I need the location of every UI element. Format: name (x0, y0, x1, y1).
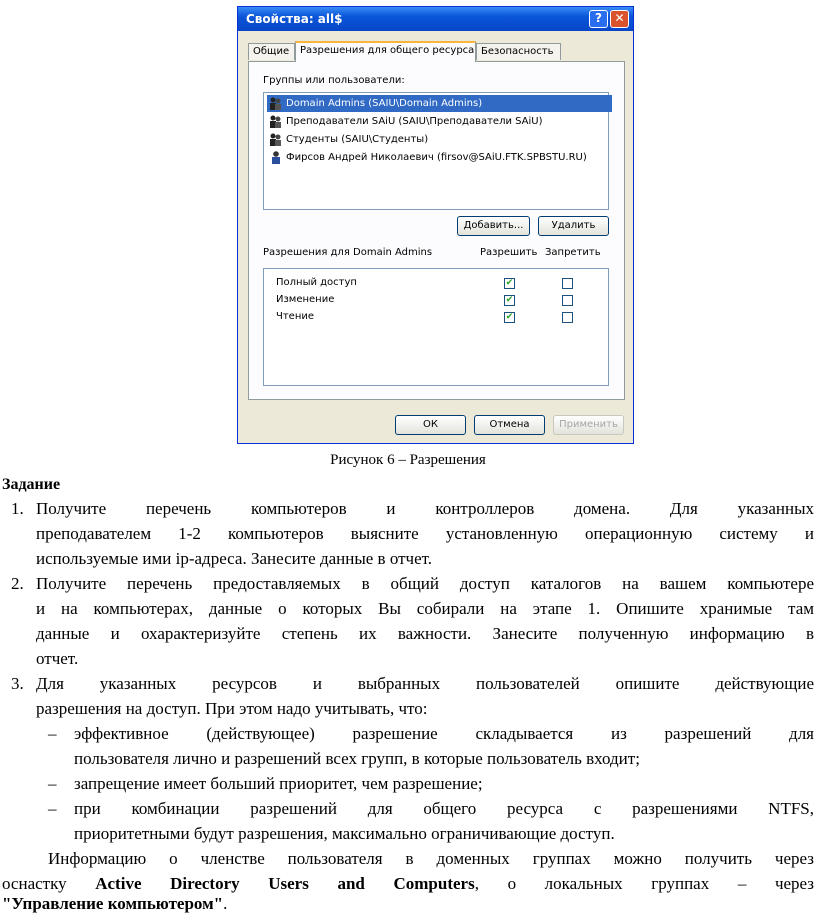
deny-header: Запретить (545, 247, 601, 258)
title-bar (238, 7, 633, 31)
computer-management-name: "Управление компьютером" (2, 894, 224, 913)
user-name: Преподаватели SAiU (SAIU\Преподаватели SAiU) (286, 116, 543, 127)
users-listbox[interactable] (263, 92, 609, 210)
permissions-list (263, 268, 609, 386)
item-text-line: отчет. (36, 649, 79, 668)
group-icon (269, 133, 283, 146)
tab-security[interactable]: Безопасность (476, 43, 561, 60)
tab-share-permissions[interactable]: Разрешения для общего ресурса (295, 41, 476, 62)
item-text-line: Получите перечень предоставляемых в общий доступ каталогов на вашем компьютере (36, 574, 814, 593)
item-text-line: преподавателем 1-2 компьютеров выясните установленную операционную систему и (36, 524, 814, 543)
bullet-text-line: запрещение имеет больший приоритет, чем разрешение; (74, 774, 483, 793)
section-heading: Задание (2, 476, 61, 493)
permissions-label: Разрешения для Domain Admins (263, 247, 433, 258)
paragraph-line (2, 891, 227, 916)
allow-checkbox[interactable]: ✔ (505, 295, 514, 305)
bullet-text-line: пользователя лично и разрешений всех групп, в которые пользователь входит; (74, 749, 640, 768)
bullet-text-line: эффективное (действующее) разрешение складывается из разрешений для (74, 724, 814, 743)
tab-general[interactable]: Общие (248, 43, 295, 60)
user-name: Domain Admins (SAIU\Domain Admins) (286, 98, 483, 109)
deny-checkbox[interactable] (562, 278, 573, 289)
allow-header: Разрешить (480, 247, 538, 258)
groups-label: Группы или пользователи: (263, 75, 405, 86)
list-item[interactable] (267, 149, 591, 166)
allow-checkbox[interactable]: ✔ (505, 278, 514, 288)
item-text-line: используемые ими ip-адреса. Занесите данные в отчет. (36, 549, 433, 568)
deny-checkbox[interactable] (562, 312, 573, 323)
bullet-text-line: приоритетными будут разрешения, максимально ограничивающие доступ. (74, 824, 615, 843)
paragraph-text: . (223, 894, 228, 913)
group-icon (269, 115, 283, 128)
user-name: Студенты (SAIU\Студенты) (286, 134, 429, 145)
close-button[interactable]: ✕ (610, 10, 629, 28)
list-item[interactable] (267, 95, 612, 112)
deny-checkbox[interactable] (562, 295, 573, 306)
add-button[interactable]: Добавить... (457, 216, 530, 236)
permission-name: Изменение (276, 294, 335, 305)
apply-button[interactable]: Применить (553, 415, 624, 435)
remove-button[interactable]: Удалить (538, 216, 609, 236)
item-text-line: разрешения на доступ. При этом надо учитывать, что: (36, 699, 428, 718)
list-item[interactable] (267, 131, 432, 148)
group-icon (269, 97, 283, 110)
item-text-line: данные и охарактеризуйте степень их важности. Занесите полученную информацию в (36, 624, 814, 643)
ok-button[interactable]: ОК (395, 415, 466, 435)
snap-in-name: Active Directory Users and Computers (95, 874, 475, 893)
permission-name: Чтение (276, 311, 315, 322)
list-item[interactable] (267, 113, 547, 130)
item-number: 2. (11, 574, 24, 593)
figure-caption: Рисунок 6 – Разрешения (330, 452, 486, 468)
user-name: Фирсов Андрей Николаевич (firsov@SAiU.FTK.SPBSTU.RU) (286, 152, 587, 163)
user-icon (269, 151, 283, 164)
dialog-title: Свойства: all$ (246, 12, 343, 26)
bullet-dash: – (48, 799, 57, 818)
paragraph-text: оснастку (2, 874, 67, 893)
allow-checkbox[interactable]: ✔ (505, 312, 514, 322)
item-number: 1. (11, 499, 24, 518)
item-text-line: Получите перечень компьютеров и контроллеров домена. Для указанных (36, 499, 814, 518)
paragraph-text: , о локальных группах – через (474, 874, 815, 893)
item-number: 3. (11, 674, 24, 693)
bullet-text-line: при комбинации разрешений для общего ресурса с разрешениями NTFS, (74, 799, 814, 818)
item-text-line: и на компьютерах, данные о которых Вы собирали на этапе 1. Опишите хранимые там (36, 599, 814, 618)
properties-dialog (237, 6, 634, 444)
paragraph-line: Информацию о членстве пользователя в доменных группах можно получить через (48, 849, 814, 868)
help-button[interactable]: ? (589, 10, 608, 28)
share-permissions-panel (248, 61, 625, 400)
item-text-line: Для указанных ресурсов и выбранных пользователей опишите действующие (36, 674, 814, 693)
bullet-dash: – (48, 724, 57, 743)
permission-name: Полный доступ (276, 277, 357, 288)
bullet-dash: – (48, 774, 57, 793)
cancel-button[interactable]: Отмена (474, 415, 545, 435)
